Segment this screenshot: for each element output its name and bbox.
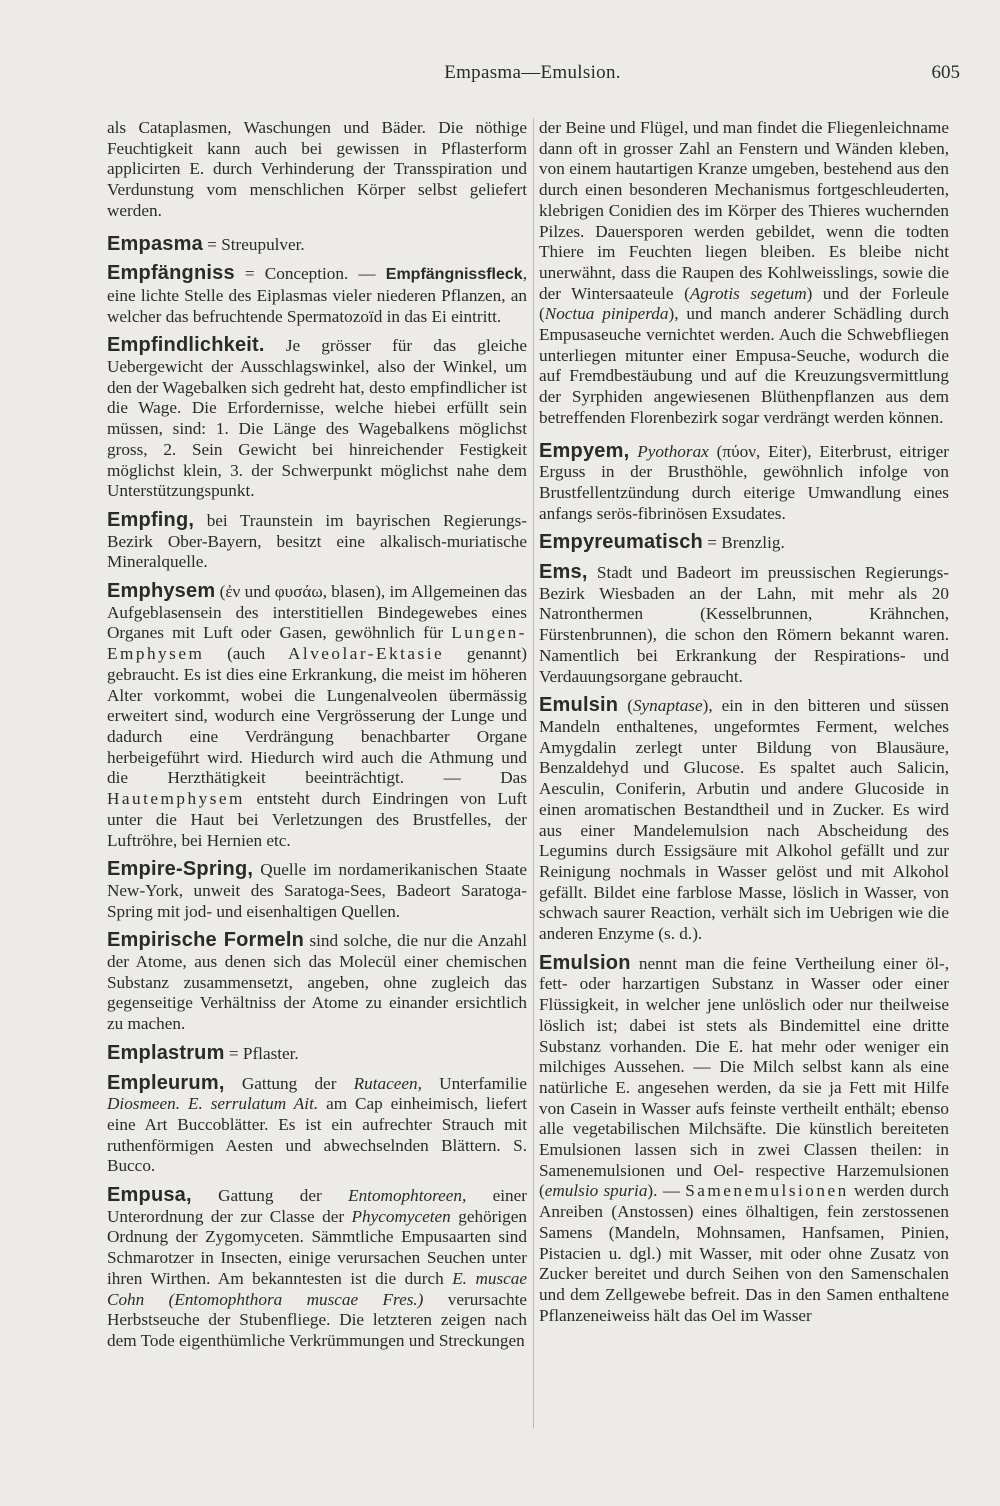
entry-emulsin <box>539 695 949 944</box>
headword: Emulsion <box>539 951 631 974</box>
entry-text: nennt man die feine Vertheilung einer öl-, fett- oder harzartigen Substanz in Wasser oder einer Flüssigkeit, in welcher jene unlöslich oder nur theilweise löslich ist; dabei ist stets als Bindemittel eine dritte Substanz vorhanden. Die E. hat mehr oder weniger ein milchiges Aussehen. — Die Milch selbst kann als eine natürliche E. angesehen werden, da sie ja Fett mit Hilfe von Casein in Wasser aufs feinste vertheilt enthält; ebenso alle vegetabilischen Milchsäfte. Die künstlich bereiteten Emulsionen lassen sich in zwei Classen theilen: in Samenemulsionen und Oel- respective Harzemulsionen ( <box>539 953 949 1201</box>
entry-text: der Beine und Flügel, und man findet die Fliegenleichname dann oft in grosser Zahl an Fenstern und Wänden kleben, von einem hautartigen Kranze umgeben, bestehend aus den durch einen besonderen Mechanismus fortgeschleuderten, klebrigen Conidien des im Körper des Thieres wuchernden Pilzes. Dauersporen werden gebildet, wenn die todten Thiere im Feuchten liegen bleiben. Es bleibe nicht unerwähnt, dass die Raupen des Kohlweisslings, sowie die der Wintersaateule ( <box>539 118 949 303</box>
entry-text: (ἐν und φυσάω, blasen), im Allgemeinen das Aufgeblasensein des interstitiellen Bindegewebes eines Organes mit Luft oder Gasen, gewöhnlich für <box>107 582 528 643</box>
headword: Empusa, <box>107 1184 192 1207</box>
entry-text: sind solche, die nur die Anzahl der Atome, aus denen sich das Molecül einer chemischen Substanz zusammensetzt, angeben, ohne zugleich das gegenseitige Verhältniss der Atome zu einander ersichtlich zu machen. <box>107 931 527 1034</box>
headword: Empirische Formeln <box>107 929 305 952</box>
spaced-term: Hautemphysem <box>107 789 245 809</box>
italic-term: Noctua piniperda <box>544 304 669 324</box>
entry-empirische-formeln <box>107 930 527 1035</box>
entry-emphysem <box>107 581 527 851</box>
entry-text: , eine lichte Stelle des Eiplasmas vieler niederen Pflanzen, an welcher das befruchtende Spermatozoïd in das Ei eintritt. <box>107 264 527 326</box>
headword: Empyreumatisch <box>539 531 703 554</box>
entry-empfing <box>107 510 527 573</box>
italic-term: Entomophtoreen, <box>348 1186 467 1206</box>
italic-term: E. muscae Cohn (Entomophthora muscae Fres.) <box>107 1268 528 1309</box>
entry-text: (auch <box>204 644 289 664</box>
column-divider <box>533 118 534 1428</box>
running-header <box>105 62 960 92</box>
spaced-term: Alveolar-Ektasie <box>288 644 445 664</box>
entry-text: entsteht durch Eindringen von Luft unter die Haut bei Verletzungen des Brustfelles, der Luftröhre, bei Hernien etc. <box>107 789 527 850</box>
headword: Ems, <box>539 561 588 584</box>
entry-text: gehörigen Ordnung der Zygomyceten. Sämmtliche Empusaarten sind Schmarotzer in Insecten, einige verursachen Seuchen unter ihren Wirthen. Am bekanntesten ist die durch <box>107 1206 527 1288</box>
italic-term: emulsio spuria <box>544 1181 648 1201</box>
entry-text: = Pflaster. <box>224 1043 299 1063</box>
entry-continuation: als Cataplasmen, Waschungen und Bäder. Die nöthige Feuchtigkeit kann auch bei gewissen in Pflasterform applicirten E. durch Verhinderung der Transspiration und Verdunstung vom menschlichen Körper selbst geliefert werden. <box>107 118 527 220</box>
entry-text: = Conception. — <box>234 264 386 284</box>
entry-text: werden durch Anreiben (Anstossen) eines ölhaltigen, fein zerstossenen Samens (Mandeln, Mohnsamen, Hanfsamen, Pinien, Pistacien u. dgl.) mit Wasser, mit oder ohne Zusatz von Zucker bereitet und durch Seihen von den Samenschalen und dem Zellgewebe befreit. Das in den Samen enthaltene Pflanzeneiweiss hält das Oel im Wasser <box>539 1181 949 1325</box>
entry-text: bei Traunstein im bayrischen Regierungs-Bezirk Ober-Bayern, besitzt eine alkalisch-muriatische Mineralquelle. <box>107 510 527 572</box>
entry-ems <box>539 562 949 687</box>
entry-text: ), und manch anderer Schädling durch Empusaseuche vernichtet werden. Auch die Schwebfliegen unterliegen mitunter einer Empusa-Seuche, wodurch die auf Fremdbestäubung und auf die Kreuzungsvermittlung der Syrphiden angewiesenen Blüthenpflanzen aus dem betreffenden Florenbezirk sogar verdrängt werden können. <box>539 304 949 427</box>
headword: Empire-Spring, <box>107 858 254 881</box>
entry-text: (πύον, Eiter), Eiterbrust, eitriger Erguss in der Brusthöhle, gewöhnlich infolge von Brustfellentzündung durch eiterige Umwandlung eines anfangs serös-fibrinösen Exsudates. <box>539 441 949 523</box>
entry-text: = Brenzlig. <box>702 533 785 553</box>
sub-headword: Empfängnissfleck <box>385 266 523 284</box>
entry-empasma <box>107 234 527 256</box>
entry-emulsion <box>539 953 949 1327</box>
headword: Empyem, <box>539 439 630 462</box>
entry-empleurum <box>107 1073 527 1178</box>
headword: Empfing, <box>107 508 195 531</box>
italic-term: Diosmeen. E. serrulatum Ait. <box>107 1094 319 1114</box>
italic-term: Rutaceen, <box>353 1073 422 1093</box>
entry-text: Stadt und Badeort im preussischen Regierungs-Bezirk Wiesbaden an der Lahn, mit mehr als 20 Natronthermen (Kesselbrunnen, Krähnchen, Fürstenbrunnen), die schon den Römern bekannt waren. Namentlich bei Erkrankung der Respirations- und Verdauungsorgane gebraucht. <box>539 563 949 686</box>
entry-emplastrum <box>107 1043 527 1065</box>
entry-empusa <box>107 1185 527 1352</box>
italic-term: Phycomyceten <box>351 1206 451 1226</box>
entry-text: verursachte Herbstseuche der Stubenfliege. Die letzteren zeigen nach dem Tode eigenthümliche Verkrümmungen und Streckungen <box>107 1289 527 1350</box>
entry-text: einer Unterordnung der zur Classe der <box>107 1186 527 1226</box>
headword: Emphysem <box>107 580 216 603</box>
entry-text: Je grösser für das gleiche Uebergewicht der Ausschlagswinkel, also der Winkel, um den der Wagebalken sich gedreht hat, desto empfindlicher ist die Wage. Die Erfordernisse, welche hiebei erfüllt sein müssen, sind: 1. Die Länge des Wagebalkens möglichst gross, 2. Sein Gewicht bei hinreichender Festigkeit möglichst klein, 3. der Schwerpunkt möglichst nahe dem Unterstützungspunkt. <box>107 336 527 501</box>
spaced-term: Samenemulsionen <box>685 1181 849 1201</box>
entry-text: Unterfamilie <box>421 1073 527 1093</box>
running-title: Empasma—Emulsion. <box>444 62 621 83</box>
italic-term: Pyothorax <box>637 441 709 461</box>
entry-text: Quelle im nordamerikanischen Staate New-York, unweit des Saratoga-Sees, Badeort Saratoga-Spring mit jod- und eisenhaltigen Quellen. <box>107 860 527 921</box>
entry-continuation <box>539 118 949 429</box>
italic-term: Synaptase <box>632 696 703 716</box>
headword: Emplastrum <box>107 1041 225 1064</box>
entry-text: ( <box>618 696 633 716</box>
entry-empyreumatisch <box>539 532 949 554</box>
entry-empfaengniss <box>107 263 527 327</box>
entry-empire-spring <box>107 859 527 922</box>
headword: Empfängniss <box>107 262 235 285</box>
page-number: 605 <box>931 62 960 83</box>
entry-text: = Streupulver. <box>202 234 305 254</box>
entry-text: Gattung der <box>191 1186 349 1206</box>
entry-empfindlichkeit <box>107 335 527 502</box>
entry-text: ). — <box>647 1181 686 1201</box>
headword: Emulsin <box>539 694 619 717</box>
right-column <box>539 118 949 1334</box>
entry-text: am Cap einheimisch, liefert eine Art Buccoblätter. Es ist ein aufrechter Strauch mit ruthenförmigen Aesten und abwechselnden Blättern. S. Bucco. <box>107 1094 527 1176</box>
spaced-term: Lungen-Emphysem <box>107 623 527 664</box>
entry-empyem <box>539 441 949 525</box>
entry-text: ) und der Forleule ( <box>539 283 949 324</box>
entry-text: ), ein in den bitteren und süssen Mandeln enthaltenes, ungeformtes Ferment, welches Amygdalin zerlegt unter Bildung von Blausäure, Benzaldehyd und Glucose. Es spaltet auch Salicin, Aesculin, Coniferin, Arbutin und andere Glucoside in einen aromatischen Bestandtheil und in Zucker. Es wird aus einer Mandelemulsion nach Abscheidung des Legumins durch Essigsäure mit Alkohol gefällt und zur Reinigung nochmals in Wasser gelöst und mit Alkohol gefällt. Bildet eine farblose Masse, löslich in Wasser, von schwach saurer Reaction, verhält sich im Uebrigen wie die anderen Enzyme (s. d.). <box>539 696 949 944</box>
headword: Empleurum, <box>107 1071 225 1094</box>
left-column <box>107 118 527 1360</box>
entry-text: genannt) gebraucht. Es ist dies eine Erkrankung, die meist im höheren Alter vorkommt, wobei die Lungenalveolen übermässig erweitert sind, wodurch eine Vergrösserung der Lunge und dadurch eine Verdrängung benachbarter Organe herbeigeführt wird. Hiedurch wird auch die Athmung und die Herzthätigkeit beeinträchtigt. — Das <box>107 644 528 788</box>
headword: Empfindlichkeit. <box>107 334 265 357</box>
headword: Empasma <box>107 232 203 255</box>
italic-term: Agrotis segetum <box>689 283 807 303</box>
entry-text: Gattung der <box>224 1073 354 1093</box>
